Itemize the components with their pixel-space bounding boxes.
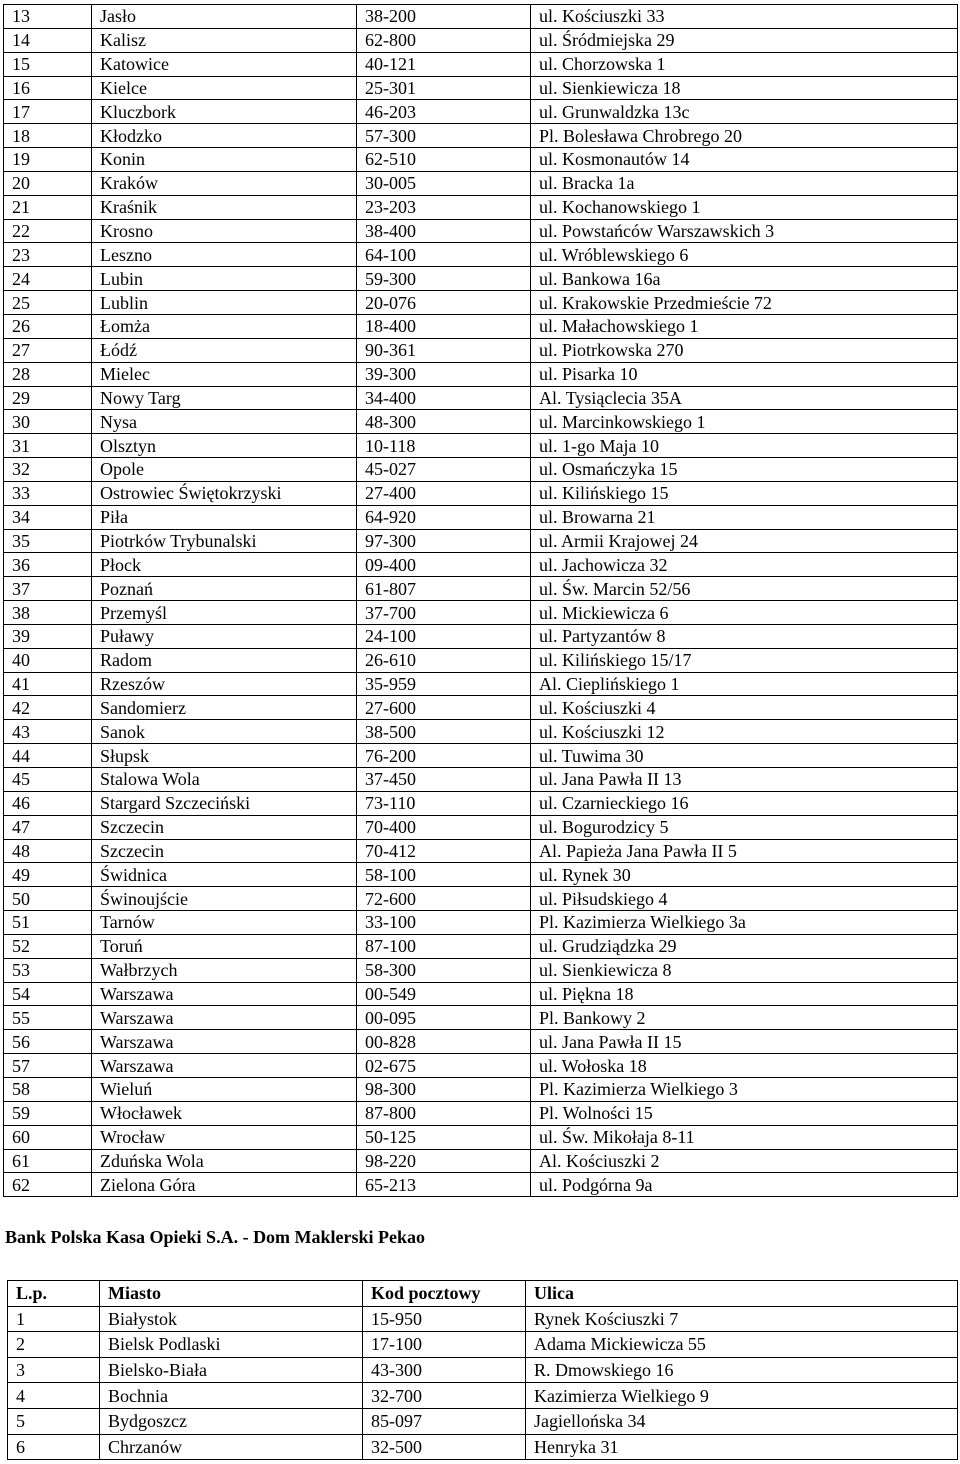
cell-city: Warszawa: [92, 1054, 357, 1078]
table-row: [4, 219, 958, 243]
cell-number: 36: [4, 553, 92, 577]
cell-city: Sandomierz: [92, 696, 357, 720]
table-row: [4, 314, 958, 338]
table-row: [4, 195, 958, 219]
table-row: [4, 720, 958, 744]
cell-address: Al. Papieża Jana Pawła II 5: [531, 839, 958, 863]
cell-address: ul. Piłsudskiego 4: [531, 887, 958, 911]
cell-city: Kraśnik: [92, 195, 357, 219]
table-row: [4, 458, 958, 482]
cell-number: 18: [4, 124, 92, 148]
cell-number: 24: [4, 267, 92, 291]
table-row: [8, 1306, 958, 1332]
cell-number: 38: [4, 601, 92, 625]
table-row: [4, 744, 958, 768]
cell-city: Szczecin: [92, 839, 357, 863]
cell-number: 51: [4, 911, 92, 935]
cell-number: 52: [4, 934, 92, 958]
cell-address: Kazimierza Wielkiego 9: [526, 1383, 958, 1409]
cell-city: Piła: [92, 505, 357, 529]
header-city: Miasto: [100, 1281, 363, 1307]
cell-address: ul. Grudziądzka 29: [531, 934, 958, 958]
cell-number: 40: [4, 648, 92, 672]
cell-postal-code: 30-005: [357, 171, 531, 195]
cell-address: ul. Jachowicza 32: [531, 553, 958, 577]
cell-number: 13: [4, 5, 92, 29]
cell-number: 15: [4, 52, 92, 76]
cell-postal-code: 40-121: [357, 52, 531, 76]
cell-postal-code: 00-549: [357, 982, 531, 1006]
cell-postal-code: 24-100: [357, 624, 531, 648]
cell-city: Leszno: [92, 243, 357, 267]
table-row: [4, 5, 958, 29]
cell-city: Łomża: [92, 314, 357, 338]
cell-city: Sanok: [92, 720, 357, 744]
cell-postal-code: 57-300: [357, 124, 531, 148]
cell-number: 27: [4, 338, 92, 362]
cell-city: Piotrków Trybunalski: [92, 529, 357, 553]
cell-number: 56: [4, 1030, 92, 1054]
cell-city: Warszawa: [92, 982, 357, 1006]
cell-city: Wieluń: [92, 1077, 357, 1101]
cell-address: ul. Jana Pawła II 15: [531, 1030, 958, 1054]
cell-postal-code: 65-213: [357, 1173, 531, 1197]
cell-number: 29: [4, 386, 92, 410]
cell-number: 5: [8, 1408, 100, 1434]
cell-city: Puławy: [92, 624, 357, 648]
table-row: [4, 338, 958, 362]
cell-postal-code: 90-361: [357, 338, 531, 362]
branch-table: [3, 4, 958, 1197]
cell-number: 21: [4, 195, 92, 219]
cell-city: Toruń: [92, 934, 357, 958]
cell-address: ul. Armii Krajowej 24: [531, 529, 958, 553]
header-street: Ulica: [526, 1281, 958, 1307]
cell-address: ul. Bogurodzicy 5: [531, 815, 958, 839]
cell-city: Tarnów: [92, 911, 357, 935]
cell-address: ul. Małachowskiego 1: [531, 314, 958, 338]
cell-address: ul. Tuwima 30: [531, 744, 958, 768]
cell-number: 60: [4, 1125, 92, 1149]
cell-postal-code: 23-203: [357, 195, 531, 219]
branch-table-body: [4, 5, 958, 1197]
cell-city: Katowice: [92, 52, 357, 76]
table-row: [8, 1408, 958, 1434]
cell-address: ul. Wróblewskiego 6: [531, 243, 958, 267]
table-row: [4, 934, 958, 958]
cell-postal-code: 33-100: [357, 911, 531, 935]
cell-postal-code: 32-700: [363, 1383, 526, 1409]
cell-address: ul. Podgórna 9a: [531, 1173, 958, 1197]
table-row: [4, 982, 958, 1006]
cell-city: Zduńska Wola: [92, 1149, 357, 1173]
cell-postal-code: 25-301: [357, 76, 531, 100]
table-row: [4, 1173, 958, 1197]
cell-number: 54: [4, 982, 92, 1006]
cell-address: ul. Mickiewicza 6: [531, 601, 958, 625]
cell-postal-code: 27-600: [357, 696, 531, 720]
cell-city: Białystok: [100, 1306, 363, 1332]
table-row: [4, 911, 958, 935]
cell-address: ul. Osmańczyka 15: [531, 458, 958, 482]
table-row: [4, 1077, 958, 1101]
cell-address: ul. Św. Mikołaja 8-11: [531, 1125, 958, 1149]
cell-city: Warszawa: [92, 1006, 357, 1030]
cell-address: ul. Kochanowskiego 1: [531, 195, 958, 219]
section-heading: Bank Polska Kasa Opieki S.A. - Dom Maklerski Pekao: [5, 1227, 426, 1247]
cell-city: Poznań: [92, 577, 357, 601]
cell-postal-code: 10-118: [357, 434, 531, 458]
cell-postal-code: 87-100: [357, 934, 531, 958]
table-row: [4, 1101, 958, 1125]
cell-city: Radom: [92, 648, 357, 672]
cell-number: 44: [4, 744, 92, 768]
cell-address: ul. 1-go Maja 10: [531, 434, 958, 458]
cell-city: Chrzanów: [100, 1434, 363, 1460]
cell-city: Kraków: [92, 171, 357, 195]
cell-city: Opole: [92, 458, 357, 482]
cell-postal-code: 17-100: [363, 1332, 526, 1358]
cell-address: R. Dmowskiego 16: [526, 1357, 958, 1383]
cell-number: 37: [4, 577, 92, 601]
pekao-table-body: [8, 1306, 958, 1460]
table-row: [4, 148, 958, 172]
cell-city: Kłodzko: [92, 124, 357, 148]
header-lp: L.p.: [8, 1281, 100, 1307]
cell-address: ul. Kościuszki 4: [531, 696, 958, 720]
cell-number: 33: [4, 481, 92, 505]
table-row: [4, 386, 958, 410]
cell-postal-code: 85-097: [363, 1408, 526, 1434]
cell-number: 47: [4, 815, 92, 839]
table-row: [4, 1125, 958, 1149]
cell-number: 14: [4, 28, 92, 52]
cell-city: Nowy Targ: [92, 386, 357, 410]
cell-postal-code: 37-700: [357, 601, 531, 625]
cell-postal-code: 98-220: [357, 1149, 531, 1173]
cell-city: Ostrowiec Świętokrzyski: [92, 481, 357, 505]
cell-postal-code: 64-920: [357, 505, 531, 529]
cell-number: 50: [4, 887, 92, 911]
table-row: [4, 410, 958, 434]
cell-postal-code: 45-027: [357, 458, 531, 482]
cell-city: Rzeszów: [92, 672, 357, 696]
table-row: [4, 577, 958, 601]
table-row: [4, 434, 958, 458]
cell-number: 58: [4, 1077, 92, 1101]
cell-address: ul. Marcinkowskiego 1: [531, 410, 958, 434]
cell-postal-code: 26-610: [357, 648, 531, 672]
cell-address: ul. Czarnieckiego 16: [531, 791, 958, 815]
pekao-branch-table: [7, 1280, 958, 1460]
table-row: [4, 553, 958, 577]
cell-number: 17: [4, 100, 92, 124]
cell-city: Bochnia: [100, 1383, 363, 1409]
table-row: [4, 267, 958, 291]
cell-number: 2: [8, 1332, 100, 1358]
cell-postal-code: 39-300: [357, 362, 531, 386]
table-row: [4, 815, 958, 839]
cell-address: ul. Św. Marcin 52/56: [531, 577, 958, 601]
cell-address: ul. Piotrkowska 270: [531, 338, 958, 362]
cell-postal-code: 50-125: [357, 1125, 531, 1149]
cell-address: ul. Grunwaldzka 13c: [531, 100, 958, 124]
table-row: [4, 291, 958, 315]
cell-number: 35: [4, 529, 92, 553]
cell-number: 26: [4, 314, 92, 338]
cell-number: 28: [4, 362, 92, 386]
cell-address: ul. Rynek 30: [531, 863, 958, 887]
cell-city: Lubin: [92, 267, 357, 291]
cell-city: Stalowa Wola: [92, 768, 357, 792]
cell-postal-code: 58-100: [357, 863, 531, 887]
cell-address: ul. Bracka 1a: [531, 171, 958, 195]
cell-number: 42: [4, 696, 92, 720]
header-row: [8, 1281, 958, 1307]
cell-postal-code: 34-400: [357, 386, 531, 410]
table-row: [4, 601, 958, 625]
table-row: [4, 481, 958, 505]
cell-address: ul. Kościuszki 33: [531, 5, 958, 29]
table-row: [4, 171, 958, 195]
cell-postal-code: 00-095: [357, 1006, 531, 1030]
cell-city: Nysa: [92, 410, 357, 434]
table-row: [4, 863, 958, 887]
cell-city: Kielce: [92, 76, 357, 100]
cell-postal-code: 48-300: [357, 410, 531, 434]
cell-postal-code: 97-300: [357, 529, 531, 553]
table-row: [4, 696, 958, 720]
cell-number: 49: [4, 863, 92, 887]
cell-number: 6: [8, 1434, 100, 1460]
header-postal-code: Kod pocztowy: [363, 1281, 526, 1307]
cell-number: 48: [4, 839, 92, 863]
cell-postal-code: 46-203: [357, 100, 531, 124]
cell-postal-code: 87-800: [357, 1101, 531, 1125]
cell-address: Rynek Kościuszki 7: [526, 1306, 958, 1332]
cell-postal-code: 64-100: [357, 243, 531, 267]
cell-postal-code: 09-400: [357, 553, 531, 577]
cell-city: Łódź: [92, 338, 357, 362]
cell-address: ul. Sienkiewicza 18: [531, 76, 958, 100]
cell-postal-code: 02-675: [357, 1054, 531, 1078]
cell-city: Konin: [92, 148, 357, 172]
table-row: [4, 1149, 958, 1173]
cell-postal-code: 15-950: [363, 1306, 526, 1332]
cell-postal-code: 76-200: [357, 744, 531, 768]
cell-number: 46: [4, 791, 92, 815]
cell-address: ul. Chorzowska 1: [531, 52, 958, 76]
cell-number: 59: [4, 1101, 92, 1125]
table-row: [4, 839, 958, 863]
cell-postal-code: 20-076: [357, 291, 531, 315]
table-row: [4, 362, 958, 386]
cell-address: Al. Tysiąclecia 35A: [531, 386, 958, 410]
table-row: [4, 648, 958, 672]
cell-city: Świdnica: [92, 863, 357, 887]
cell-postal-code: 38-400: [357, 219, 531, 243]
table-row: [8, 1332, 958, 1358]
cell-city: Przemyśl: [92, 601, 357, 625]
cell-city: Bielsk Podlaski: [100, 1332, 363, 1358]
cell-address: ul. Kilińskiego 15: [531, 481, 958, 505]
cell-city: Olsztyn: [92, 434, 357, 458]
table-row: [4, 887, 958, 911]
cell-postal-code: 27-400: [357, 481, 531, 505]
table-row: [8, 1383, 958, 1409]
cell-address: ul. Kościuszki 12: [531, 720, 958, 744]
cell-address: ul. Browarna 21: [531, 505, 958, 529]
cell-city: Kluczbork: [92, 100, 357, 124]
cell-address: ul. Jana Pawła II 13: [531, 768, 958, 792]
table-row: [4, 52, 958, 76]
cell-city: Krosno: [92, 219, 357, 243]
cell-number: 62: [4, 1173, 92, 1197]
cell-address: Adama Mickiewicza 55: [526, 1332, 958, 1358]
cell-postal-code: 35-959: [357, 672, 531, 696]
cell-city: Jasło: [92, 5, 357, 29]
cell-number: 19: [4, 148, 92, 172]
cell-postal-code: 62-510: [357, 148, 531, 172]
cell-address: ul. Bankowa 16a: [531, 267, 958, 291]
cell-number: 30: [4, 410, 92, 434]
cell-number: 57: [4, 1054, 92, 1078]
cell-city: Bielsko-Biała: [100, 1357, 363, 1383]
table-row: [4, 624, 958, 648]
cell-number: 61: [4, 1149, 92, 1173]
table-row: [8, 1357, 958, 1383]
cell-address: ul. Sienkiewicza 8: [531, 958, 958, 982]
cell-city: Warszawa: [92, 1030, 357, 1054]
cell-postal-code: 70-400: [357, 815, 531, 839]
table-row: [8, 1434, 958, 1460]
table-row: [4, 505, 958, 529]
cell-city: Kalisz: [92, 28, 357, 52]
cell-postal-code: 73-110: [357, 791, 531, 815]
cell-postal-code: 38-500: [357, 720, 531, 744]
cell-postal-code: 58-300: [357, 958, 531, 982]
table-row: [4, 791, 958, 815]
cell-city: Lublin: [92, 291, 357, 315]
cell-postal-code: 38-200: [357, 5, 531, 29]
cell-address: ul. Kosmonautów 14: [531, 148, 958, 172]
cell-city: Szczecin: [92, 815, 357, 839]
cell-city: Mielec: [92, 362, 357, 386]
cell-address: Pl. Bankowy 2: [531, 1006, 958, 1030]
cell-postal-code: 98-300: [357, 1077, 531, 1101]
cell-postal-code: 70-412: [357, 839, 531, 863]
cell-postal-code: 37-450: [357, 768, 531, 792]
table-row: [4, 529, 958, 553]
cell-number: 25: [4, 291, 92, 315]
table-row: [4, 28, 958, 52]
cell-address: Pl. Kazimierza Wielkiego 3a: [531, 911, 958, 935]
cell-postal-code: 32-500: [363, 1434, 526, 1460]
cell-address: ul. Krakowskie Przedmieście 72: [531, 291, 958, 315]
cell-number: 31: [4, 434, 92, 458]
cell-number: 43: [4, 720, 92, 744]
cell-address: Pl. Wolności 15: [531, 1101, 958, 1125]
table-row: [4, 958, 958, 982]
cell-postal-code: 59-300: [357, 267, 531, 291]
cell-address: ul. Kilińskiego 15/17: [531, 648, 958, 672]
cell-number: 32: [4, 458, 92, 482]
cell-number: 41: [4, 672, 92, 696]
cell-postal-code: 72-600: [357, 887, 531, 911]
cell-city: Świnoujście: [92, 887, 357, 911]
table-row: [4, 243, 958, 267]
cell-postal-code: 61-807: [357, 577, 531, 601]
cell-address: Henryka 31: [526, 1434, 958, 1460]
table-row: [4, 76, 958, 100]
cell-address: ul. Pisarka 10: [531, 362, 958, 386]
cell-address: ul. Śródmiejska 29: [531, 28, 958, 52]
cell-address: Pl. Bolesława Chrobrego 20: [531, 124, 958, 148]
cell-number: 1: [8, 1306, 100, 1332]
table-row: [4, 1030, 958, 1054]
table-row: [4, 768, 958, 792]
cell-address: Al. Kościuszki 2: [531, 1149, 958, 1173]
cell-city: Zielona Góra: [92, 1173, 357, 1197]
cell-city: Płock: [92, 553, 357, 577]
cell-number: 20: [4, 171, 92, 195]
table-row: [4, 672, 958, 696]
cell-city: Wałbrzych: [92, 958, 357, 982]
cell-postal-code: 62-800: [357, 28, 531, 52]
cell-number: 23: [4, 243, 92, 267]
cell-city: Stargard Szczeciński: [92, 791, 357, 815]
cell-postal-code: 18-400: [357, 314, 531, 338]
table-row: [4, 100, 958, 124]
cell-address: ul. Wołoska 18: [531, 1054, 958, 1078]
cell-number: 34: [4, 505, 92, 529]
cell-number: 45: [4, 768, 92, 792]
cell-address: ul. Partyzantów 8: [531, 624, 958, 648]
cell-address: Jagiellońska 34: [526, 1408, 958, 1434]
cell-number: 55: [4, 1006, 92, 1030]
cell-city: Słupsk: [92, 744, 357, 768]
cell-city: Bydgoszcz: [100, 1408, 363, 1434]
cell-address: ul. Piękna 18: [531, 982, 958, 1006]
cell-number: 22: [4, 219, 92, 243]
pekao-table-header: [8, 1281, 958, 1307]
cell-number: 39: [4, 624, 92, 648]
cell-address: ul. Powstańców Warszawskich 3: [531, 219, 958, 243]
cell-city: Włocławek: [92, 1101, 357, 1125]
cell-address: Pl. Kazimierza Wielkiego 3: [531, 1077, 958, 1101]
table-row: [4, 124, 958, 148]
cell-number: 4: [8, 1383, 100, 1409]
cell-number: 3: [8, 1357, 100, 1383]
cell-address: Al. Cieplińskiego 1: [531, 672, 958, 696]
cell-number: 53: [4, 958, 92, 982]
cell-city: Wrocław: [92, 1125, 357, 1149]
cell-postal-code: 43-300: [363, 1357, 526, 1383]
table-row: [4, 1054, 958, 1078]
cell-number: 16: [4, 76, 92, 100]
table-row: [4, 1006, 958, 1030]
cell-postal-code: 00-828: [357, 1030, 531, 1054]
